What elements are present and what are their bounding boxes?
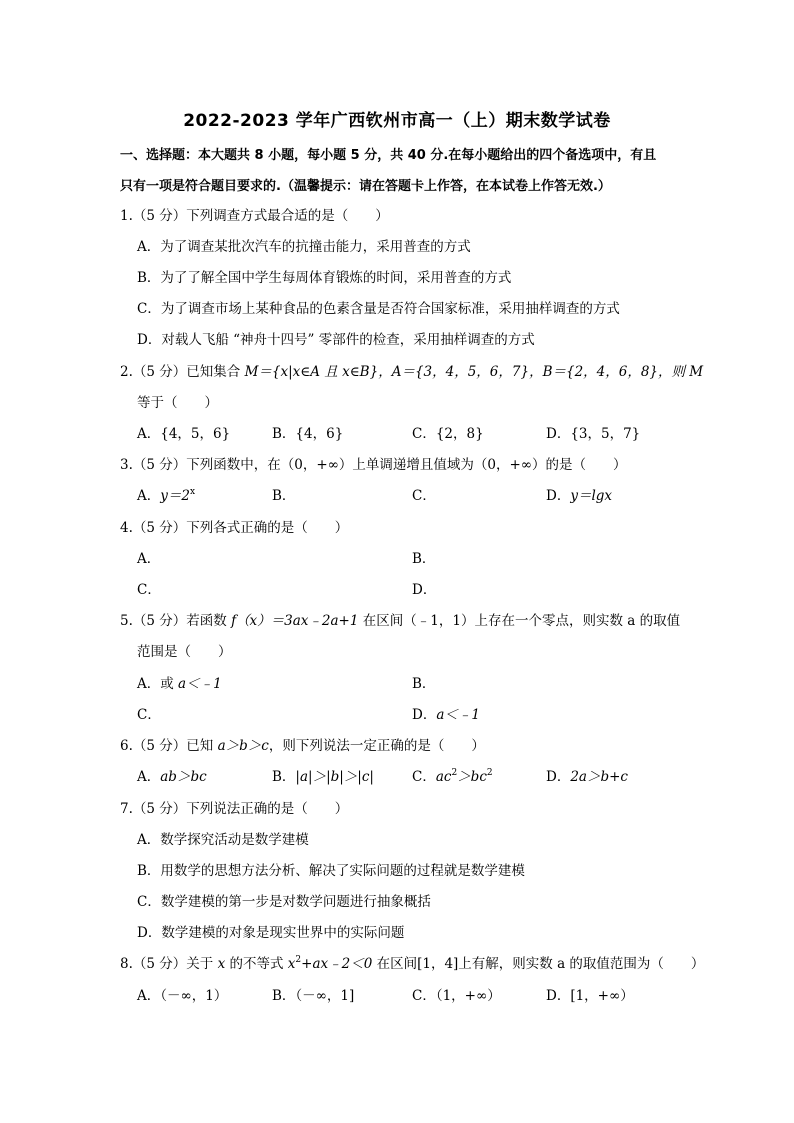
section-line-1: 一、选择题：本大题共 8 小题，每小题 5 分，共 40 分.在每小题给出的四个备选项中，有且 bbox=[120, 148, 657, 163]
question-8-variable: x bbox=[217, 956, 226, 972]
option-label: D． bbox=[412, 707, 437, 723]
question-4-option-d: D． bbox=[412, 582, 437, 598]
option-expression-right: ＞bc bbox=[457, 769, 487, 785]
question-4-option-c: C． bbox=[137, 582, 161, 598]
question-7-option-a: A．数学探究活动是数学建模 bbox=[137, 832, 309, 848]
question-2-stem-line-2: 等于（ ） bbox=[137, 395, 218, 411]
question-8-stem-suffix: 在区间[1，4]上有解，则实数 a 的取值范围为（ ） bbox=[372, 956, 705, 972]
question-8-inequality-left: x bbox=[287, 956, 296, 972]
question-6-stem-prefix: 6.（5 分）已知 bbox=[120, 738, 218, 754]
question-1-option-b: B．为了了解全国中学生每周体育锻炼的时间，采用普查的方式 bbox=[137, 270, 512, 286]
question-2-stem bbox=[120, 363, 703, 381]
option-label: A． bbox=[137, 488, 161, 504]
section-line-2: 只有一项是符合题目要求的.（温馨提示：请在答题卡上作答，在本试卷上作答无效.） bbox=[120, 179, 611, 194]
exponent: x bbox=[189, 487, 196, 497]
question-6-option-c bbox=[412, 768, 493, 786]
question-1-option-c: C．为了调查市场上某种食品的色素含量是否符合国家标准，采用抽样调查的方式 bbox=[137, 301, 620, 317]
exponent: 2 bbox=[451, 768, 458, 778]
question-7-option-b: B．用数学的思想方法分析、解决了实际问题的过程就是数学建模 bbox=[137, 863, 525, 879]
option-expression: 2a＞b+c bbox=[570, 769, 628, 785]
question-8-option-a: A．（－∞，1） bbox=[137, 988, 228, 1004]
option-expression: y＝lgx bbox=[570, 488, 613, 504]
question-8-stem bbox=[120, 955, 704, 973]
question-6-condition: a＞b＞c bbox=[217, 738, 269, 754]
exponent: 2 bbox=[486, 768, 493, 778]
option-expression-left: ac bbox=[435, 769, 452, 785]
question-3-option-d bbox=[546, 487, 612, 505]
question-5-function: f（x）＝3ax﹣2a+1 bbox=[231, 613, 359, 629]
question-8-option-b: B．（－∞，1] bbox=[272, 988, 355, 1004]
question-8-option-c: C．（1，+∞） bbox=[412, 988, 501, 1004]
option-expression: a＜﹣1 bbox=[436, 707, 480, 723]
question-2-stem-prefix: 2.（5 分）已知集合 bbox=[120, 364, 245, 380]
question-6-stem bbox=[120, 737, 485, 755]
question-5-option-a bbox=[137, 675, 222, 693]
question-6-stem-suffix: ，则下列说法一定正确的是（ ） bbox=[268, 738, 485, 754]
question-7-stem: 7.（5 分）下列说法正确的是（ ） bbox=[120, 801, 349, 817]
question-5-option-d bbox=[412, 706, 480, 724]
question-4-option-b: B． bbox=[412, 551, 436, 567]
question-5-option-c: C． bbox=[137, 707, 161, 723]
question-5-stem-suffix: 在区间（﹣1，1）上存在一个零点，则实数 a 的取值 bbox=[358, 613, 681, 629]
option-expression: |a|＞|b|＞|c| bbox=[295, 769, 374, 785]
question-5-stem bbox=[120, 612, 680, 630]
question-7-option-c: C．数学建模的第一步是对数学问题进行抽象概括 bbox=[137, 894, 431, 910]
option-label: A．或 bbox=[137, 676, 179, 692]
section-header bbox=[120, 140, 680, 202]
question-1-option-a: A．为了调查某批次汽车的抗撞击能力，采用普查的方式 bbox=[137, 239, 471, 255]
question-8-inequality-right: +ax﹣2＜0 bbox=[301, 956, 373, 972]
question-6-option-b bbox=[272, 768, 374, 786]
option-expression: a＜﹣1 bbox=[178, 676, 222, 692]
question-6-option-d bbox=[546, 768, 628, 786]
question-4-option-a: A． bbox=[137, 551, 161, 567]
question-1-stem: 1.（5 分）下列调查方式最合适的是（ ） bbox=[120, 208, 389, 224]
question-5-stem-line-2: 范围是（ ） bbox=[137, 644, 232, 660]
option-label: B． bbox=[272, 769, 296, 785]
question-7-option-d: D．数学建模的对象是现实世界中的实际问题 bbox=[137, 925, 405, 941]
question-2-option-a: A．{4，5，6} bbox=[137, 426, 231, 442]
question-3-stem: 3.（5 分）下列函数中，在（0，+∞）上单调递增且值域为（0，+∞）的是（ ） bbox=[120, 457, 627, 473]
question-4-stem: 4.（5 分）下列各式正确的是（ ） bbox=[120, 520, 349, 536]
question-2-option-d: D．{3，5，7} bbox=[546, 426, 641, 442]
question-3-option-a bbox=[137, 487, 195, 505]
option-label: D． bbox=[546, 488, 571, 504]
question-2-option-b: B．{4，6} bbox=[272, 426, 344, 442]
question-2-option-c: C．{2，8} bbox=[412, 426, 484, 442]
option-label: D． bbox=[546, 769, 571, 785]
option-expression: y＝2 bbox=[160, 488, 190, 504]
question-5-option-b: B． bbox=[412, 676, 436, 692]
question-8-stem-mid: 的不等式 bbox=[225, 956, 288, 972]
page-title: 2022-2023 学年广西钦州市高一（上）期末数学试卷 bbox=[183, 111, 611, 131]
question-5-stem-prefix: 5.（5 分）若函数 bbox=[120, 613, 232, 629]
question-3-option-b: B． bbox=[272, 488, 296, 504]
question-3-option-c: C． bbox=[412, 488, 436, 504]
option-label: A． bbox=[137, 769, 161, 785]
question-8-option-d: D．[1，+∞） bbox=[546, 988, 634, 1004]
question-2-set-definition: M＝{x|x∈A 且 x∈B}，A＝{3，4，5，6，7}，B＝{2，4，6，8}，则 M bbox=[244, 364, 704, 380]
exponent: 2 bbox=[295, 955, 302, 965]
option-expression: ab＞bc bbox=[160, 769, 207, 785]
question-6-option-a bbox=[137, 768, 207, 786]
question-8-stem-prefix: 8.（5 分）关于 bbox=[120, 956, 218, 972]
option-label: C． bbox=[412, 769, 436, 785]
question-1-option-d: D．对载人飞船 “神舟十四号” 零部件的检查，采用抽样调查的方式 bbox=[137, 332, 535, 348]
